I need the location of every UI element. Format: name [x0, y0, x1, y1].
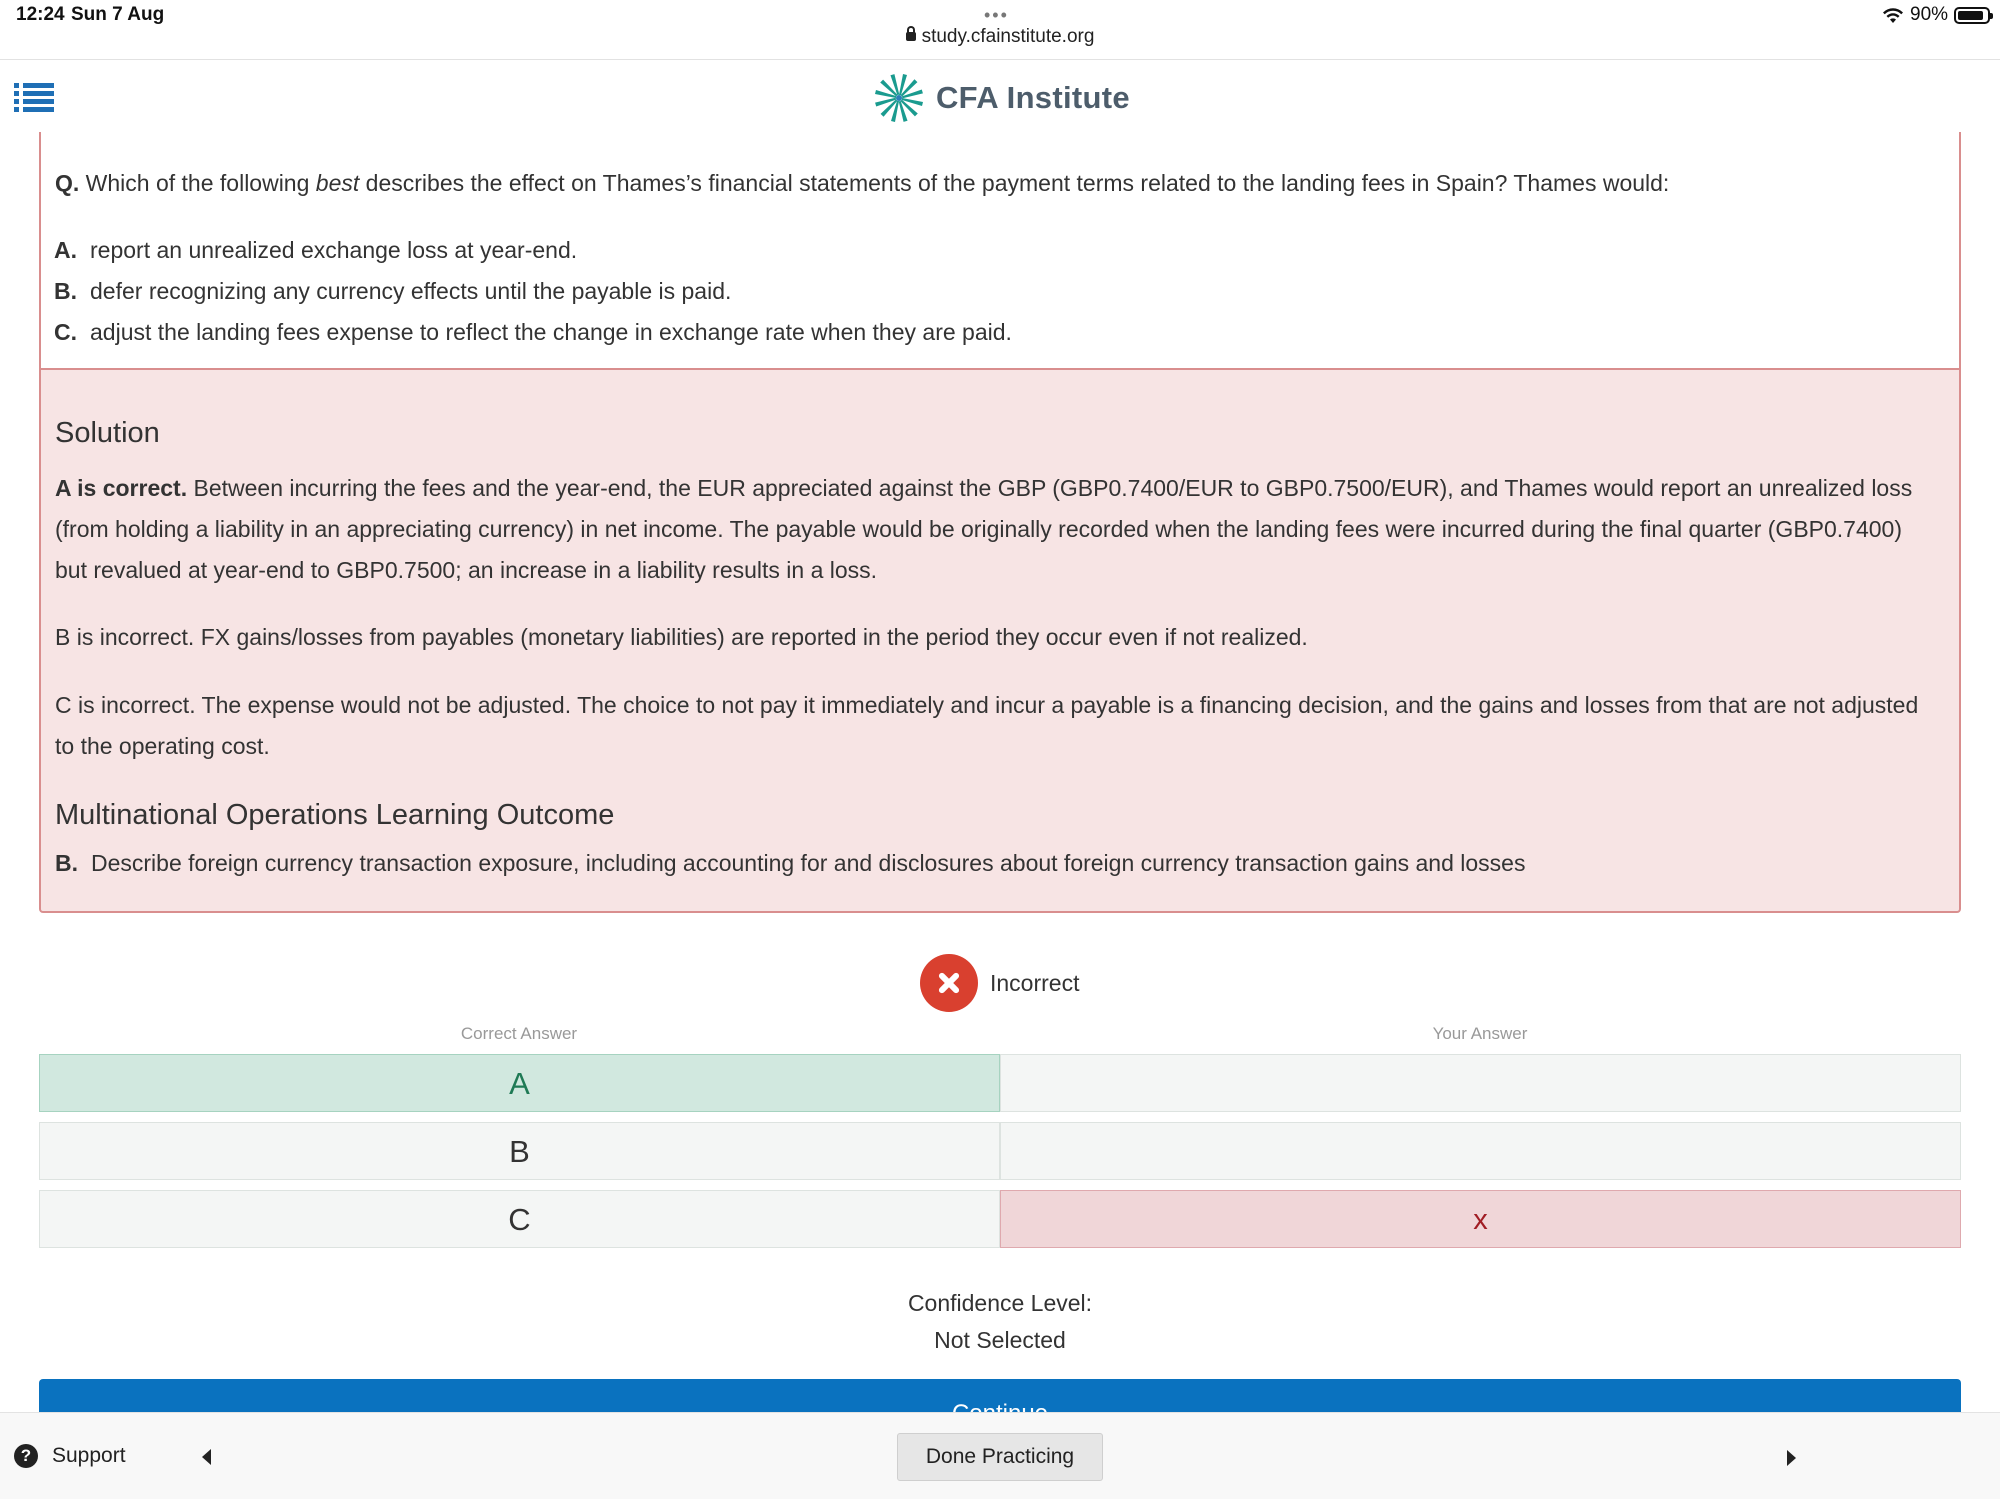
option-text: report an unrealized exchange loss at year-end.	[90, 237, 578, 263]
solution-title: Solution	[55, 417, 160, 449]
your-answer-cell-a	[1000, 1054, 1961, 1112]
solution-correct-lead: A is correct.	[55, 475, 188, 501]
result-text: Incorrect	[990, 969, 1080, 996]
option-letter: C.	[54, 319, 77, 345]
status-date: Sun 7 Aug	[71, 4, 165, 25]
wifi-icon	[1882, 7, 1904, 25]
confidence-label: Confidence Level:	[907, 1290, 1093, 1316]
list-menu-icon[interactable]	[14, 83, 54, 113]
correct-answer-cell-b: B	[39, 1122, 1000, 1180]
question-text-before: Which of the following	[85, 170, 316, 196]
solution-b-explanation: B is incorrect. FX gains/losses from payables (monetary liabilities) are reported in the period they occur even if not realized.	[55, 624, 1308, 650]
battery-icon	[1954, 7, 1990, 24]
bottom-bar	[0, 1412, 2000, 1499]
correct-answer-cell-c: C	[39, 1190, 1000, 1248]
solution-correct-explanation	[55, 468, 1935, 591]
your-answer-cell-c: x	[1000, 1190, 1961, 1248]
lock-icon	[906, 32, 916, 41]
option-text: defer recognizing any currency effects until the payable is paid.	[90, 278, 732, 304]
question-text	[55, 170, 1669, 197]
solution-panel	[39, 368, 1961, 913]
cfa-star-logo-icon	[872, 71, 926, 125]
result-status	[920, 954, 1079, 1012]
option-a	[54, 237, 577, 264]
battery-fill	[1958, 11, 1983, 20]
logo-text: CFA Institute	[936, 80, 1130, 115]
correct-answer-header: Correct Answer	[460, 1024, 578, 1043]
confidence-value: Not Selected	[934, 1327, 1066, 1353]
question-text-after: describes the effect on Thames’s financial statements of the payment terms related to the landing fees in Spain? Thames would:	[359, 170, 1670, 196]
address-bar[interactable]	[0, 26, 2000, 48]
cfa-logo	[872, 70, 1130, 126]
option-b	[54, 278, 731, 305]
question-prefix: Q.	[55, 170, 80, 196]
solution-c-explanation: C is incorrect. The expense would not be adjusted. The choice to not pay it immediately and incur a payable is a financing decision, and the gains and losses from that are not adjusted to the operating cost.	[55, 692, 1919, 759]
url-text: study.cfainstitute.org	[921, 26, 1095, 47]
question-card	[39, 132, 1961, 369]
option-letter: A.	[54, 237, 77, 263]
status-time: 12:24	[16, 4, 65, 25]
done-practicing-button[interactable]: Done Practicing	[897, 1433, 1103, 1481]
learning-outcome-text: Describe foreign currency transaction exposure, including accounting for and disclosures about foreign currency transaction gains and losses	[91, 850, 1526, 876]
your-answer-header: Your Answer	[1432, 1024, 1528, 1043]
battery-percent: 90%	[1910, 4, 1949, 25]
correct-answer-cell-a: A	[39, 1054, 1000, 1112]
incorrect-icon	[920, 954, 978, 1012]
next-arrow-icon[interactable]	[1787, 1450, 1796, 1466]
learning-outcome-item	[55, 850, 1525, 877]
solution-correct-text: Between incurring the fees and the year-end, the EUR appreciated against the GBP (GBP0.7400/EUR to GBP0.7500/EUR), and Thames would report an unrealized loss (from holding a liability in an appreciating currency) in net income. The payable would be originally recorded when the landing fees were incurred during the final quarter (GBP0.7400) but revalued at year-end to GBP0.7500; an increase in a liability results in a loss.	[55, 475, 1913, 583]
learning-outcome-title: Multinational Operations Learning Outcome	[55, 799, 615, 831]
learning-outcome-letter: B.	[55, 850, 78, 876]
help-circle-icon: ?	[14, 1444, 38, 1468]
multitask-dots-icon[interactable]: •••	[984, 5, 1009, 25]
status-bar	[0, 0, 2000, 60]
question-emphasis: best	[315, 170, 360, 196]
app-header	[0, 60, 2000, 132]
option-text: adjust the landing fees expense to reflect the change in exchange rate when they are paid.	[90, 319, 1012, 345]
support-link[interactable]	[14, 1444, 126, 1468]
previous-arrow-icon[interactable]	[202, 1449, 211, 1465]
option-letter: B.	[54, 278, 77, 304]
your-answer-cell-b	[1000, 1122, 1961, 1180]
support-label: Support	[52, 1444, 126, 1467]
option-c	[54, 319, 1012, 346]
